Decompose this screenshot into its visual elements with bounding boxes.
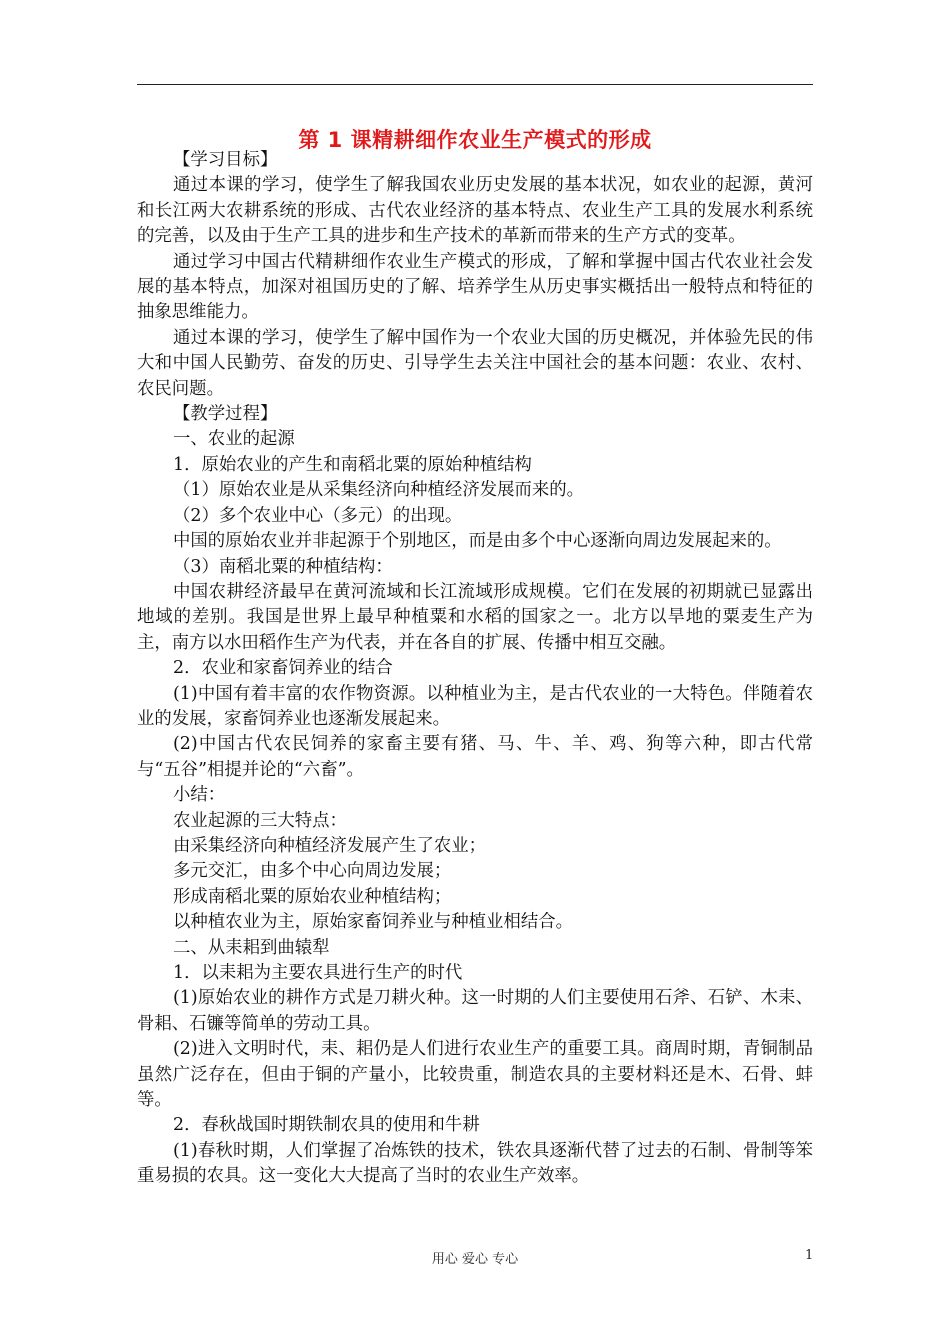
paragraph: (1)春秋时期，人们掌握了冶炼铁的技术，铁农具逐渐代替了过去的石制、骨制等笨重易损的农具。这一变化大大提高了当时的农业生产效率。 [137, 1140, 813, 1187]
paragraph: 中国农耕经济最早在黄河流域和长江流域形成规模。它们在发展的初期就已显露出地域的差别。我国是世界上最早种植粟和水稻的国家之一。北方以旱地的粟麦生产为主，南方以水田稻作生产为代表，并在各自的扩展、传播中相互交融。 [137, 581, 813, 653]
paragraph: 多元交汇，由多个中心向周边发展； [173, 861, 452, 882]
paragraph: 中国的原始农业并非起源于个别地区，而是由多个中心逐渐向周边发展起来的。 [173, 531, 782, 552]
header-rule [137, 84, 813, 85]
paragraph: 以种植农业为主，原始家畜饲养业与种植业相结合。 [173, 912, 573, 933]
paragraph: 由采集经济向种植经济发展产生了农业； [173, 835, 487, 856]
paragraph: 小结： [173, 785, 226, 806]
paragraph: 【学习目标】 [173, 150, 278, 170]
paragraph: 1．原始农业的产生和南稻北粟的原始种植结构 [173, 454, 532, 475]
paragraph: (1)原始农业的耕作方式是刀耕火种。这一时期的人们主要使用石斧、石铲、木耒、骨耜、石镰等简单的劳动工具。 [137, 988, 813, 1034]
paragraph: 二、从耒耜到曲辕犁 [173, 937, 330, 958]
paragraph: 农业起源的三大特点： [173, 810, 347, 831]
paragraph: 通过学习中国古代精耕细作农业生产模式的形成，了解和掌握中国古代农业社会发展的基本特点，加深对祖国历史的了解、培养学生从历史事实概括出一般特点和特征的抽象思维能力。 [137, 251, 813, 323]
paragraph: (2)中国古代农民饲养的家畜主要有猪、马、牛、羊、鸡、狗等六种，即古代常与“五谷”相提并论的“六畜”。 [137, 734, 813, 780]
paragraph: （1）原始农业是从采集经济向种植经济发展而来的。 [173, 480, 585, 501]
paragraph: 通过本课的学习，使学生了解中国作为一个农业大国的历史概况，并体验先民的伟大和中国人民勤劳、奋发的历史、引导学生去关注中国社会的基本问题：农业、农村、农民问题。 [137, 327, 813, 399]
paragraph: (1)中国有着丰富的农作物资源。以种植业为主，是古代农业的一大特色。伴随着农业的发展，家畜饲养业也逐渐发展起来。 [137, 683, 813, 729]
paragraph: (2)进入文明时代，耒、耜仍是人们进行农业生产的重要工具。商周时期，青铜制品虽然广泛存在，但由于铜的产量小，比较贵重，制造农具的主要材料还是木、石骨、蚌等。 [137, 1039, 813, 1111]
lesson-title: 第 1 课精耕细作农业生产模式的形成 [298, 128, 652, 152]
paragraph: （3）南稻北粟的种植结构： [173, 556, 393, 577]
document-body [137, 148, 813, 1190]
paragraph: 形成南稻北粟的原始农业种植结构； [173, 886, 452, 907]
paragraph: 一、农业的起源 [173, 429, 295, 450]
paragraph: 2．农业和家畜饲养业的结合 [173, 658, 393, 679]
paragraph: 【教学过程】 [173, 404, 278, 425]
paragraph: 1．以耒耜为主要农具进行生产的时代 [173, 963, 463, 983]
footer-motto: 用心 爱心 专心 [431, 1252, 519, 1267]
page-number: 1 [805, 1248, 814, 1263]
paragraph: 2．春秋战国时期铁制农具的使用和牛耕 [173, 1115, 480, 1136]
paragraph: 通过本课的学习，使学生了解我国农业历史发展的基本状况，如农业的起源，黄河和长江两大农耕系统的形成、古代农业经济的基本特点、农业生产工具的发展水利系统的完善，以及由于生产工具的进步和生产技术的革新而带来的生产方式的变革。 [137, 175, 813, 247]
paragraph: （2）多个农业中心（多元）的出现。 [173, 505, 463, 526]
